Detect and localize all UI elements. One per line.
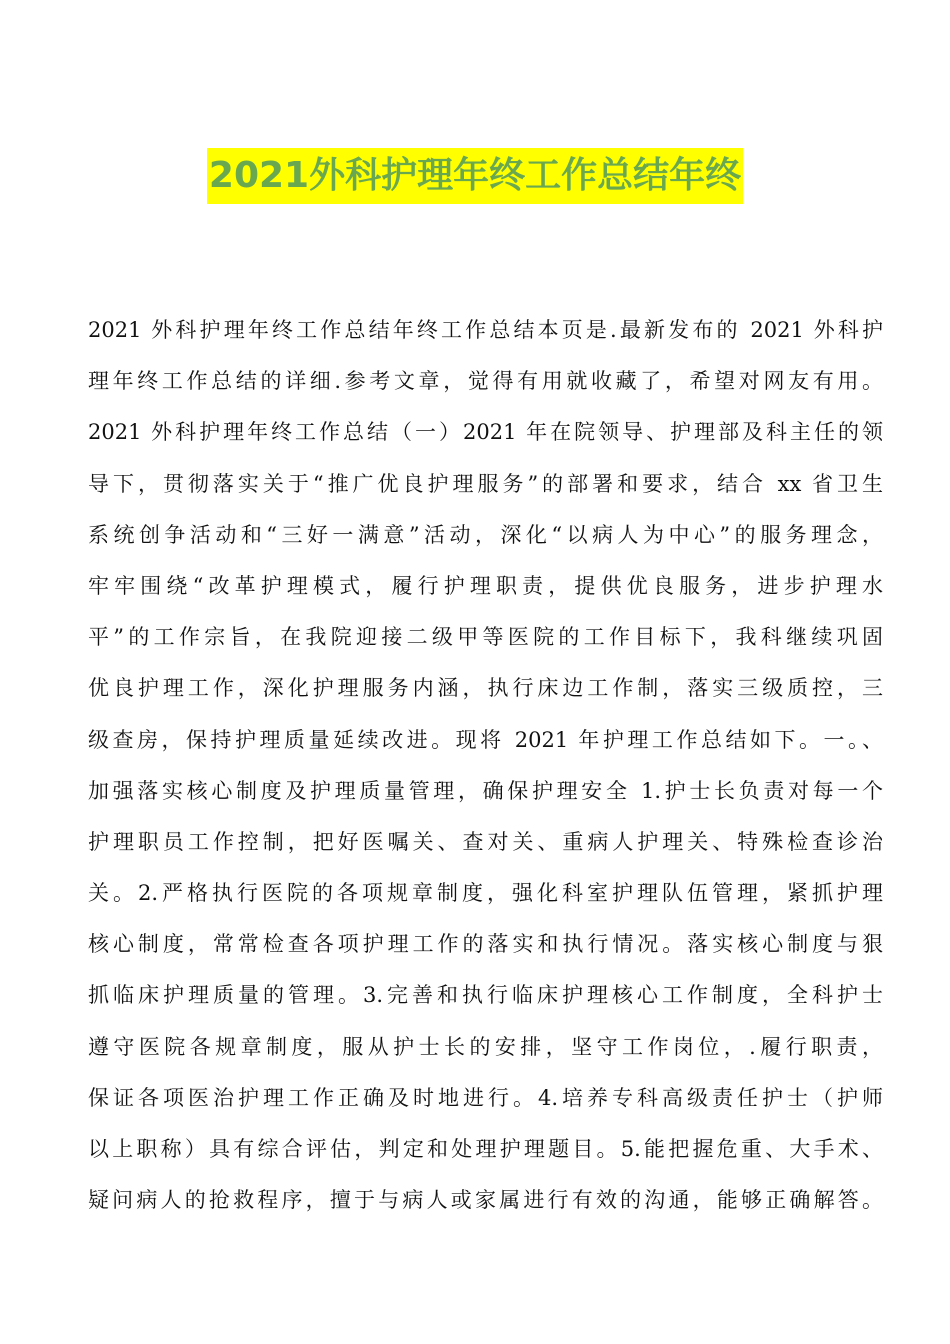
body-line: 级查房，保持护理质量延续改进。现将 2021 年护理工作总结如下。一。、 bbox=[88, 727, 883, 752]
body-line: 平”的工作宗旨，在我院迎接二级甲等医院的工作目标下，我科继续巩固 bbox=[88, 625, 883, 650]
body-line: 保证各项医治护理工作正确及时地进行。4.培养专科高级责任护士（护师 bbox=[88, 1085, 883, 1110]
body-line: 疑问病人的抢救程序，擅于与病人或家属进行有效的沟通，能够正确解答。 bbox=[88, 1188, 883, 1213]
body-line: 导下，贯彻落实关于“推广优良护理服务”的部署和要求，结合 xx 省卫生 bbox=[88, 471, 883, 496]
document-title: 2021外科护理年终工作总结年终 bbox=[207, 148, 743, 204]
body-line: 2021 外科护理年终工作总结（一）2021 年在院领导、护理部及科主任的领 bbox=[88, 420, 883, 445]
body-line: 优良护理工作，深化护理服务内涵，执行床边工作制，落实三级质控，三 bbox=[88, 676, 883, 701]
body-line: 关。2.严格执行医院的各项规章制度，强化科室护理队伍管理，紧抓护理 bbox=[88, 881, 883, 906]
body-line: 2021 外科护理年终工作总结年终工作总结本页是.最新发布的 2021 外科护 bbox=[88, 318, 883, 342]
body-line: 以上职称）具有综合评估，判定和处理护理题目。5.能把握危重、大手术、 bbox=[88, 1137, 883, 1161]
body-line: 抓临床护理质量的管理。3.完善和执行临床护理核心工作制度，全科护士 bbox=[88, 983, 883, 1008]
body-line: 牢牢围绕“改革护理模式，履行护理职责，提供优良服务，进步护理水 bbox=[88, 573, 883, 598]
body-line: 核心制度，常常检查各项护理工作的落实和执行情况。落实核心制度与狠 bbox=[88, 932, 883, 957]
document-body bbox=[88, 305, 883, 1226]
body-line: 理年终工作总结的详细.参考文章，觉得有用就收藏了，希望对网友有用。 bbox=[88, 369, 883, 394]
body-line: 加强落实核心制度及护理质量管理，确保护理安全 1.护士长负责对每一个 bbox=[88, 778, 883, 803]
body-line: 系统创争活动和“三好一满意”活动，深化“以病人为中心”的服务理念， bbox=[88, 522, 883, 547]
body-line: 护理职员工作控制，把好医嘱关、查对关、重病人护理关、特殊检查诊治 bbox=[88, 829, 883, 854]
body-line: 遵守医院各规章制度，服从护士长的安排，坚守工作岗位，.履行职责， bbox=[88, 1034, 883, 1059]
title-container bbox=[0, 148, 950, 204]
